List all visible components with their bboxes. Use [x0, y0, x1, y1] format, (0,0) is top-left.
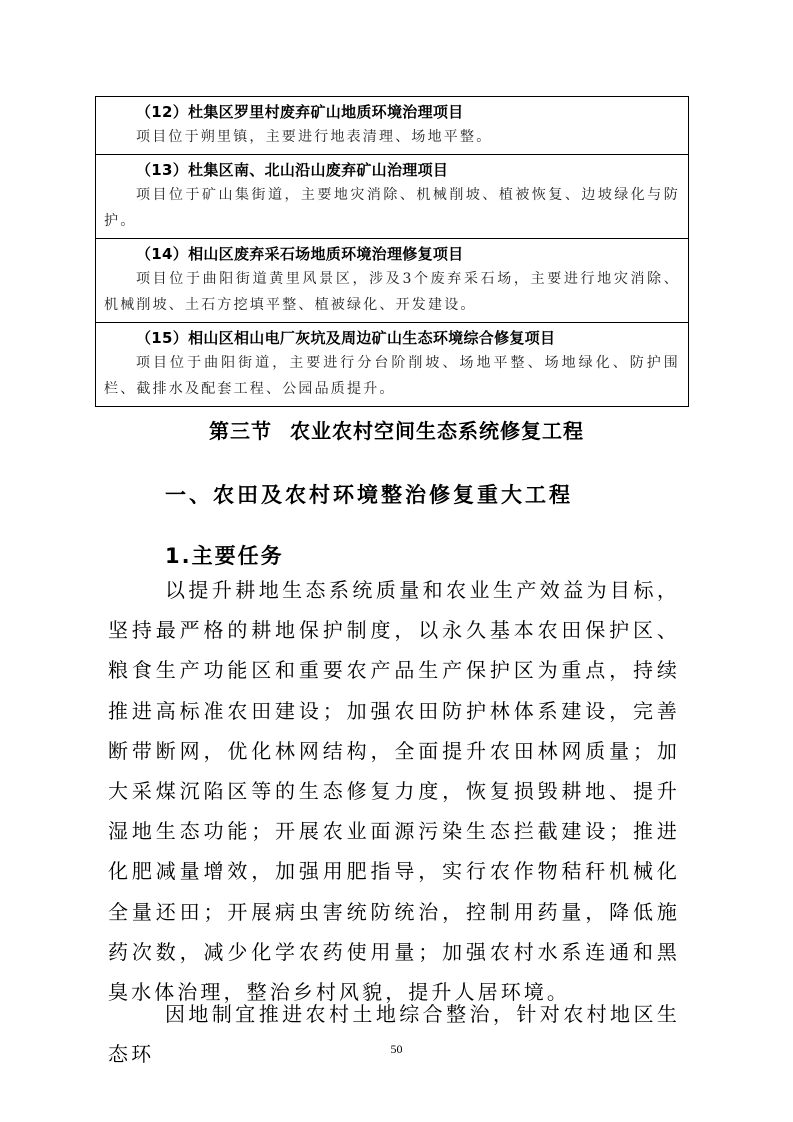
project-title: （15）相山区相山电厂灰坑及周边矿山生态环境综合修复项目 [136, 329, 556, 347]
project-description: 项目位于曲阳街道，主要进行分台阶削坡、场地平整、场地绿化、防护围栏、截排水及配套工程、公园品质提升。 [104, 355, 680, 397]
project-description: 项目位于矿山集街道，主要地灾消除、机械削坡、植被恢复、边坡绿化与防护。 [104, 187, 680, 229]
body-paragraph: 以提升耕地生态系统质量和农业生产效益为目标，坚持最严格的耕地保护制度，以永久基本农田保护区、粮食生产功能区和重要农产品生产保护区为重点，持续推进高标准农田建设；加强农田防护林体系建设，完善断带断网，优化林网结构，全面提升农田林网质量；加大采煤沉陷区等的生态修复力度，恢复损毁耕地、提升湿地生态功能；开展农业面源污染生态拦截建设；推进化肥减量增效，加强用肥指导，实行农作物秸秆机械化全量还田；开展病虫害统防统治，控制用药量，降低施药次数，减少化学农药使用量；加强农村水系连通和黑臭水体治理，整治乡村风貌，提升人居环境。 [108, 578, 680, 1005]
page-number: 50 [390, 1042, 403, 1056]
table-row [96, 155, 689, 239]
project-cell [96, 155, 689, 239]
body-paragraph: 因地制宜推进农村土地综合整治，针对农村地区生态环 [108, 1002, 680, 1067]
subsection-heading: 一、农田及农村环境整治修复重大工程 [165, 483, 573, 507]
project-cell [96, 97, 689, 155]
project-cell [96, 239, 689, 323]
table-row [96, 323, 689, 407]
project-title: （12）杜集区罗里村废弃矿山地质环境治理项目 [136, 103, 464, 121]
task-heading: 1.主要任务 [165, 544, 284, 568]
project-description: 项目位于曲阳街道黄里风景区，涉及3个废弃采石场，主要进行地灾消除、机械削坡、土石方挖填平整、植被绿化、开发建设。 [104, 271, 680, 313]
projects-table [95, 96, 689, 407]
project-title: （13）杜集区南、北山沿山废弃矿山治理项目 [136, 161, 449, 179]
project-title: （14）相山区废弃采石场地质环境治理修复项目 [136, 245, 464, 263]
project-description: 项目位于朔里镇，主要进行地表清理、场地平整。 [136, 129, 493, 145]
table-row [96, 97, 689, 155]
table-row [96, 239, 689, 323]
section-heading: 第三节 农业农村空间生态系统修复工程 [209, 419, 584, 443]
project-cell [96, 323, 689, 407]
